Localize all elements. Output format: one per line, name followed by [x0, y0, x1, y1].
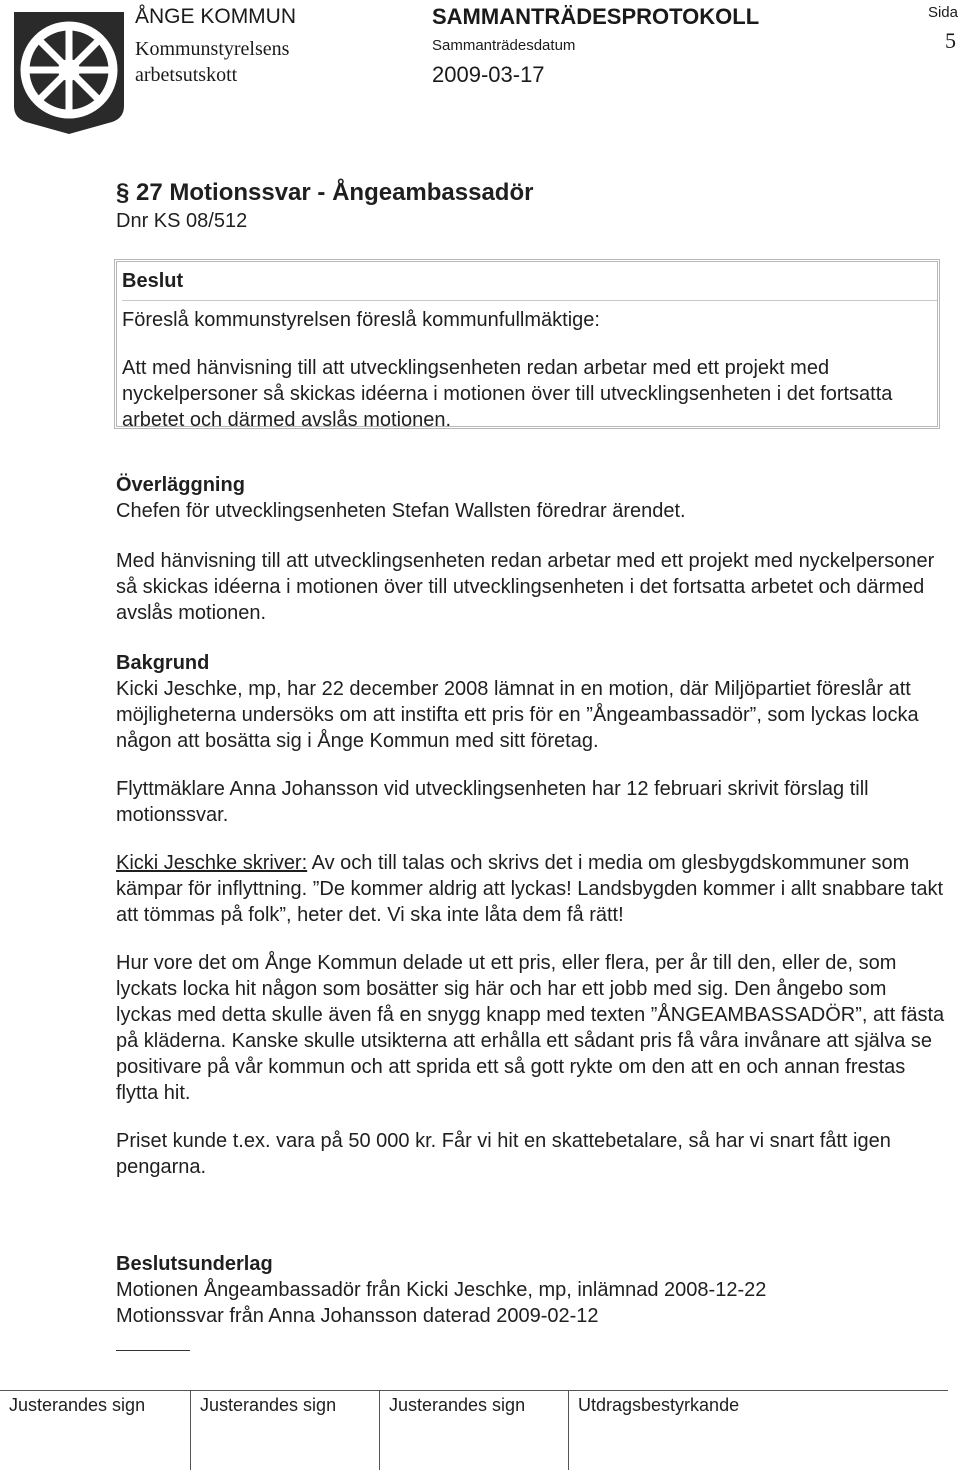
end-divider	[116, 1350, 190, 1351]
committee-name-line2: arbetsutskott	[135, 64, 238, 86]
background-section	[116, 650, 946, 1180]
decision-basis-item: Motionen Ångeambassadör från Kicki Jeschke, mp, inlämnad 2008-12-22	[116, 1279, 767, 1301]
decision-box	[114, 259, 940, 429]
signature-cell: Justerandes sign	[9, 1395, 146, 1415]
quote-text: Av och till talas och skrivs det i media om glesbygdskommuner som kämpar för inflyttning. ”De kommer aldrig att lyckas! Landsbygden kommer i allt snabbare takt att tömmas på folk”, heter det. Vi ska inte låta dem få rätt!	[116, 852, 944, 926]
meeting-date-label: Sammanträdesdatum	[432, 37, 576, 54]
page-number: 5	[945, 28, 956, 53]
decision-text: Att med hänvisning till att utvecklingsenheten redan arbetar med ett projekt med nyckelpersoner så skickas idéerna i motionen över till utvecklingsenheten i det fortsatta arbetet och därmed avslås motionen.	[122, 357, 893, 431]
case-dnr: Dnr KS 08/512	[116, 210, 248, 232]
background-paragraph-4: Hur vore det om Ånge Kommun delade ut ett pris, eller flera, per år till den, eller de, som lyckats locka hit någon som bosätter sig här och har ett jobb med sig. Den ångebo som lyckas med detta skulle även få en snygg knapp med texten ”ÅNGEAMBASSADÖR”, att fästa på kläderna. Kanske skulle utsikterna att erhålla ett sådant pris få våra invånare att själva se positivare på vår kommun och att sprida ett så gott rykte om den att en och annan frestas flytta hit.	[116, 952, 945, 1104]
deliberation-heading: Överläggning	[116, 474, 245, 496]
committee-name-line1: Kommunstyrelsens	[135, 38, 290, 60]
decision-basis-heading: Beslutsunderlag	[116, 1253, 273, 1275]
decision-heading: Beslut	[122, 268, 937, 301]
decision-intro: Föreslå kommunstyrelsen föreslå kommunfullmäktige:	[122, 309, 600, 331]
decision-basis-section	[116, 1251, 946, 1329]
municipality-name: ÅNGE KOMMUN	[135, 5, 297, 28]
signature-cell: Justerandes sign	[190, 1391, 379, 1470]
background-paragraph-3	[116, 850, 946, 928]
meeting-date: 2009-03-17	[432, 62, 545, 87]
signature-footer	[0, 1390, 948, 1470]
deliberation-text: Med hänvisning till att utvecklingsenheten redan arbetar med ett projekt med nyckelpersoner så skickas idéerna i motionen över till utvecklingsenheten i det fortsatta arbetet och därmed avslås motionen.	[116, 550, 935, 624]
background-paragraph-1: Kicki Jeschke, mp, har 22 december 2008 lämnat in en motion, där Miljöpartiet föreslår att möjligheterna undersöks om att instifta ett pris för en ”Ångeambassadör”, som lyckas locka någon att bosätta sig i Ånge Kommun med sitt företag.	[116, 678, 919, 752]
document-type-title: SAMMANTRÄDESPROTOKOLL	[432, 4, 760, 29]
signature-cell: Justerandes sign	[379, 1391, 568, 1470]
background-paragraph-5: Priset kunde t.ex. vara på 50 000 kr. Får vi hit en skattebetalare, så har vi snart fått igen pengarna.	[116, 1130, 891, 1178]
quote-author-underlined: Kicki Jeschke skriver:	[116, 852, 308, 874]
decision-basis-item: Motionssvar från Anna Johansson daterad 2009-02-12	[116, 1305, 599, 1327]
ange-kommun-wheel-logo-icon	[8, 8, 130, 136]
certification-cell: Utdragsbestyrkande	[568, 1391, 948, 1470]
deliberation-line: Chefen för utvecklingsenheten Stefan Wallsten föredrar ärendet.	[116, 500, 686, 522]
background-paragraph-2: Flyttmäklare Anna Johansson vid utvecklingsenheten har 12 februari skrivit förslag till motionssvar.	[116, 778, 869, 826]
case-header	[116, 178, 946, 258]
page-label: Sida	[927, 4, 958, 21]
deliberation-section	[116, 472, 946, 626]
background-heading: Bakgrund	[116, 652, 210, 674]
case-title: § 27 Motionssvar - Ångeambassadör	[116, 179, 534, 206]
